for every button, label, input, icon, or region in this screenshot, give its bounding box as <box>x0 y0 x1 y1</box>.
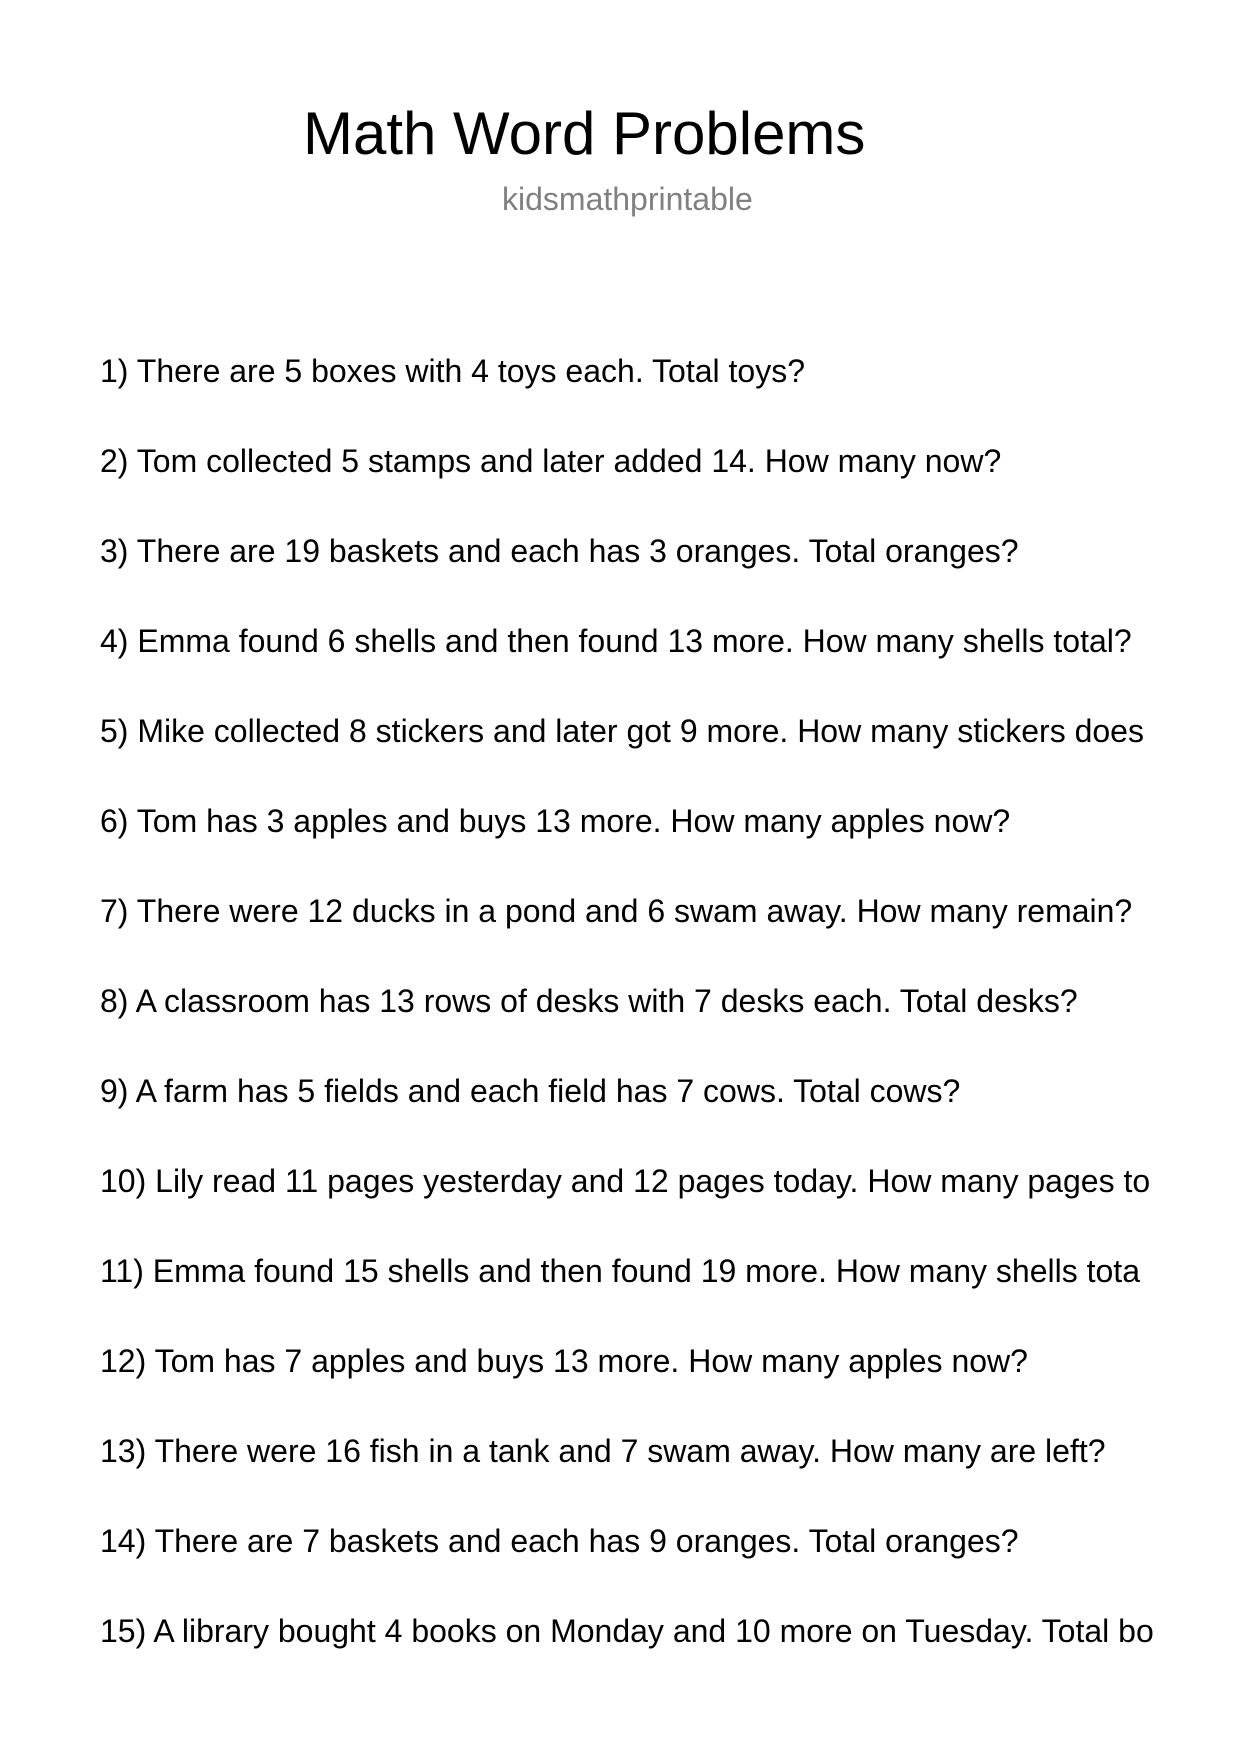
page-subtitle: kidsmathprintable <box>502 181 753 217</box>
problem-item-1: 1) There are 5 boxes with 4 toys each. Total toys? <box>100 353 805 389</box>
problem-item-11: 11) Emma found 15 shells and then found 19 more. How many shells tota <box>100 1253 1140 1289</box>
problem-item-14: 14) There are 7 baskets and each has 9 oranges. Total oranges? <box>100 1523 1019 1559</box>
problem-item-6: 6) Tom has 3 apples and buys 13 more. How many apples now? <box>100 803 1011 839</box>
problem-item-8: 8) A classroom has 13 rows of desks with 7 desks each. Total desks? <box>100 983 1078 1019</box>
problem-item-4: 4) Emma found 6 shells and then found 13 more. How many shells total? <box>100 623 1132 659</box>
problem-item-5: 5) Mike collected 8 stickers and later got 9 more. How many stickers does <box>100 713 1144 749</box>
problem-item-13: 13) There were 16 fish in a tank and 7 swam away. How many are left? <box>100 1433 1106 1469</box>
problem-item-3: 3) There are 19 baskets and each has 3 oranges. Total oranges? <box>100 533 1019 569</box>
problem-item-2: 2) Tom collected 5 stamps and later added 14. How many now? <box>100 443 1002 479</box>
problem-item-9: 9) A farm has 5 fields and each field has 7 cows. Total cows? <box>100 1073 961 1109</box>
problem-item-10: 10) Lily read 11 pages yesterday and 12 pages today. How many pages to <box>100 1163 1151 1199</box>
problem-item-7: 7) There were 12 ducks in a pond and 6 swam away. How many remain? <box>100 893 1133 929</box>
problem-item-15: 15) A library bought 4 books on Monday and 10 more on Tuesday. Total bo <box>100 1613 1154 1649</box>
problem-item-12: 12) Tom has 7 apples and buys 13 more. How many apples now? <box>100 1343 1028 1379</box>
page-title: Math Word Problems <box>303 100 866 167</box>
